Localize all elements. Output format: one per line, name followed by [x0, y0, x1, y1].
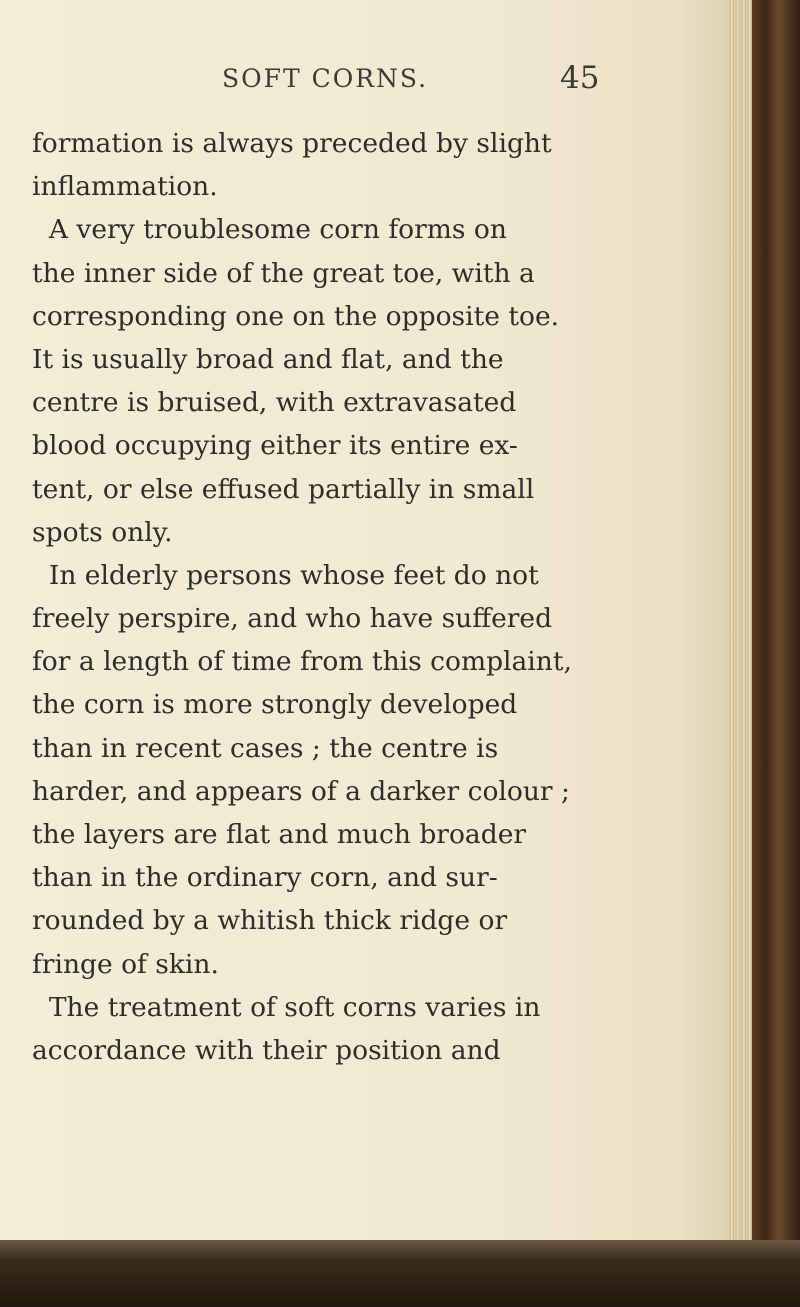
text-line: rounded by a whitish thick ridge or	[32, 905, 508, 937]
text-line: A very troublesome corn forms on	[32, 214, 507, 246]
text-line: tent, or else effused partially in small	[32, 473, 535, 505]
text-line: the inner side of the great toe, with a	[32, 257, 535, 289]
text-line: than in recent cases ; the centre is	[32, 732, 499, 764]
page-number: 45	[560, 60, 600, 96]
text-line: than in the ordinary corn, and sur-	[32, 862, 498, 894]
text-line: corresponding one on the opposite toe.	[32, 300, 560, 332]
text-line: the layers are flat and much broader	[32, 819, 527, 850]
text-line: accordance with their position and	[32, 1034, 501, 1066]
text-line: It is usually broad and flat, and the	[32, 343, 504, 375]
text-line: centre is bruised, with extravasated	[32, 387, 517, 419]
page-edges	[728, 0, 754, 1250]
text-line: spots only.	[32, 516, 173, 548]
running-head	[0, 60, 752, 104]
text-line: harder, and appears of a darker colour ;	[32, 775, 570, 807]
text-line: The treatment of soft corns varies in	[32, 991, 541, 1023]
running-head-title: SOFT CORNS.	[222, 64, 429, 93]
body-text	[32, 122, 632, 1072]
text-line: fringe of skin.	[32, 948, 219, 980]
text-line: for a length of time from this complaint,	[32, 646, 572, 678]
book-cover-bottom	[0, 1240, 800, 1307]
text-line: freely perspire, and who have suffered	[32, 603, 553, 635]
text-line: In elderly persons whose feet do not	[32, 559, 539, 591]
text-line: the corn is more strongly developed	[32, 689, 518, 721]
book-cover-right	[752, 0, 800, 1307]
text-line: inflammation.	[32, 171, 218, 203]
text-line: formation is always preceded by slight	[32, 128, 552, 159]
text-line: blood occupying either its entire ex-	[32, 430, 518, 462]
